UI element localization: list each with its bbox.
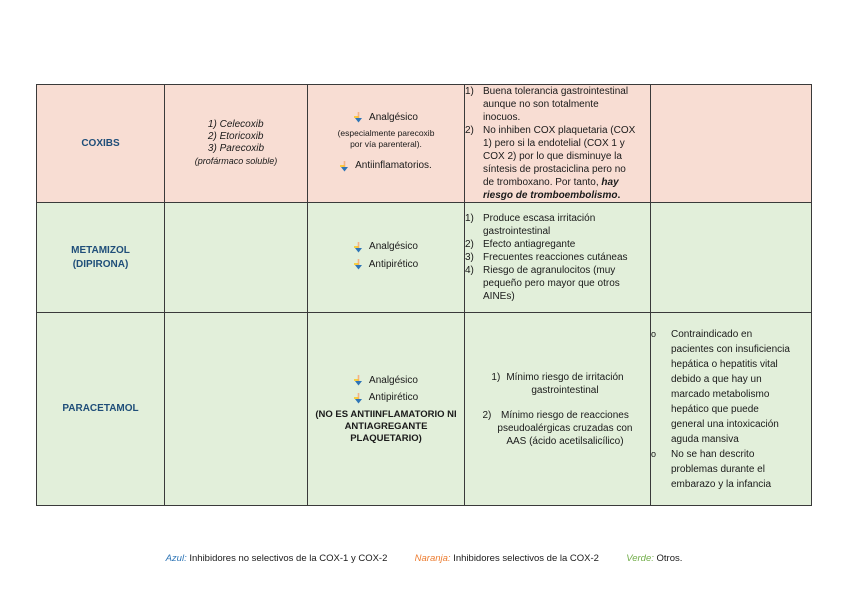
- arrow-bullet-icon: [354, 112, 363, 123]
- drug-comparison-table: [36, 84, 812, 506]
- drug-list-paracetamol: [165, 313, 308, 506]
- table-row-coxibs: [37, 85, 812, 203]
- list-item: 2) Mínimo riesgo de reacciones pseudoalérgicas cruzadas con AAS (ácido acetilsalicílico): [482, 409, 633, 447]
- drug-item: 3) Parecoxib: [207, 143, 265, 154]
- list-item: 2) No inhiben COX plaquetaria (COX 1) pero si la endotelial (COX 1 y COX 2) por lo que disminuye la síntesis de prostaciclina pero no de tromboxano. Por tanto, hay riesgo de tromboembolismo.: [465, 125, 636, 201]
- contraindications-metamizol: [651, 203, 812, 313]
- list-item: 1) Buena tolerancia gastrointestinal aunque no son totalmente inocuos.: [465, 86, 629, 123]
- drug-group-name-metamizol: METAMIZOL (DIPIRONA): [37, 203, 165, 313]
- list-item: o No se han descrito problemas durante el embarazo y la infancia: [651, 448, 772, 490]
- notes-metamizol: [465, 203, 651, 313]
- list-item: 1) Produce escasa irritación gastrointestinal: [465, 213, 596, 237]
- table-row-metamizol: [37, 203, 812, 313]
- legend-azul-key: Azul:: [165, 553, 187, 564]
- prodrug-note: (profármaco soluble): [194, 156, 278, 166]
- list-item: 1) Mínimo riesgo de irritación gastrointestinal: [491, 371, 624, 396]
- effects-metamizol: Analgésico Antipirético: [308, 203, 465, 313]
- drug-list-metamizol: [165, 203, 308, 313]
- effects-paracetamol: Analgésico Antipirético (NO ES ANTIINFLAMATORIO NI ANTIAGREGANTE PLAQUETARIO): [308, 313, 465, 506]
- circle-bullet-icon: o: [651, 448, 657, 459]
- legend-verde-key: Verde:: [626, 553, 654, 564]
- circle-bullet-icon: o: [651, 328, 657, 339]
- table-row-paracetamol: [37, 313, 812, 506]
- contraindications-paracetamol: [651, 313, 812, 506]
- list-item: 3) Frecuentes reacciones cutáneas: [465, 252, 628, 263]
- arrow-bullet-icon: [354, 242, 363, 253]
- drug-list-coxibs: [165, 85, 308, 203]
- notes-paracetamol: [465, 313, 651, 506]
- arrow-bullet-icon: [354, 393, 363, 404]
- legend-naranja-key: Naranja:: [414, 553, 451, 564]
- list-item: 4) Riesgo de agranulocitos (muy pequeño pero mayor que otros AINEs): [465, 265, 620, 302]
- drug-group-name-paracetamol: PARACETAMOL: [37, 313, 165, 506]
- drug-item: 1) Celecoxib: [207, 119, 264, 130]
- legend-azul-text: Inhibidores no selectivos de la COX-1 y COX-2: [189, 553, 388, 564]
- legend-naranja-text: Inhibidores selectivos de la COX-2: [453, 553, 599, 564]
- drug-item: 2) Etoricoxib: [207, 131, 264, 142]
- list-item: o Contraindicado en pacientes con insuficiencia hepática o hepatitis vital debido a que hay un marcado metabolismo hepático que puede general una intoxicación aguda mansiva: [651, 328, 790, 445]
- arrow-bullet-icon: [354, 375, 363, 386]
- color-legend: [0, 553, 848, 564]
- legend-verde-text: Otros.: [656, 553, 683, 564]
- arrow-bullet-icon: [354, 259, 363, 270]
- notes-coxibs: [465, 85, 651, 203]
- contraindications-coxibs: [651, 85, 812, 203]
- arrow-bullet-icon: [340, 161, 349, 172]
- list-item: 2) Efecto antiagregante: [465, 239, 576, 250]
- drug-group-name-coxibs: COXIBS: [37, 85, 165, 203]
- effects-coxibs: Analgésico (especialmente parecoxib por vía parenteral). Antiinflamatorios.: [308, 85, 465, 203]
